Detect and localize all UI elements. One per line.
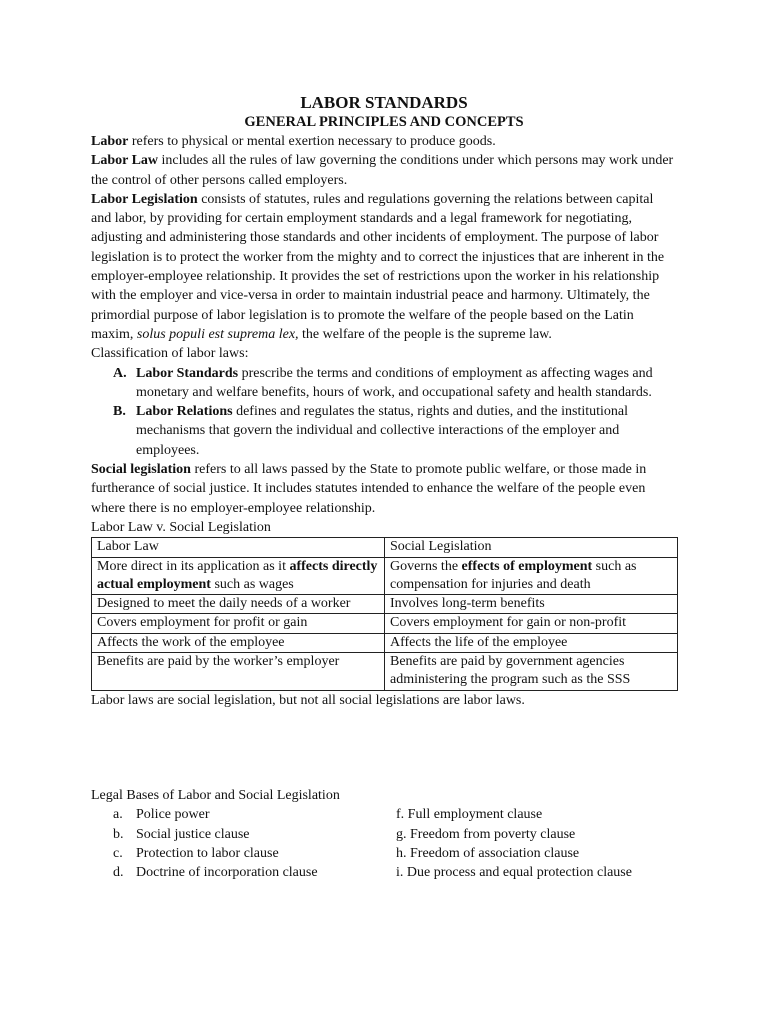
- social-legislation-term: Social legislation: [91, 462, 191, 478]
- table-header-cell: Labor Law: [92, 538, 385, 557]
- table-row: [92, 653, 678, 691]
- cell-text: Covers employment for gain or non-profit: [390, 615, 627, 631]
- spacer: [91, 710, 677, 786]
- cell-text: Designed to meet the daily needs of a worker: [97, 596, 351, 612]
- cell-text: Benefits are paid by the worker’s employer: [97, 654, 340, 670]
- legal-basis-marker: a.: [113, 807, 123, 823]
- legal-basis-item: [91, 805, 396, 824]
- table-cell-social-legislation: [385, 653, 678, 691]
- table-header-row: [92, 538, 678, 557]
- legal-basis-item: i. Due process and equal protection clause: [396, 865, 632, 881]
- classification-term: Labor Standards: [136, 365, 239, 381]
- table-cell-labor-law: [92, 633, 385, 652]
- labor-legislation-term: Labor Legislation: [91, 191, 198, 207]
- cell-text-bold: affects directly actual employment: [97, 558, 378, 592]
- latin-maxim: solus populi est suprema lex,: [136, 326, 299, 342]
- labor-definition-text: refers to physical or mental exertion necessary to produce goods.: [128, 134, 496, 149]
- table-cell-social-legislation: [385, 557, 678, 595]
- labor-definition: [91, 132, 677, 151]
- table-row: [92, 557, 678, 595]
- cell-text: such as wages: [210, 576, 294, 592]
- cell-text: Affects the life of the employee: [390, 634, 568, 650]
- table-cell-social-legislation: [385, 633, 678, 652]
- table-header-cell: Social Legislation: [385, 538, 678, 557]
- legal-basis-marker: b.: [113, 826, 124, 842]
- classification-item: [91, 402, 677, 460]
- table-cell-social-legislation: [385, 614, 678, 633]
- legal-basis-marker: c.: [113, 845, 123, 861]
- classification-list: [91, 364, 677, 460]
- legal-bases-list: [91, 805, 678, 882]
- cell-text: Covers employment for profit or gain: [97, 615, 308, 631]
- labor-law-definition-text: includes all the rules of law governing the conditions under which persons may work under the control of other persons called employers.: [91, 153, 674, 188]
- cell-text: Involves long-term benefits: [390, 596, 545, 612]
- cell-text: Benefits are paid by government agencies administering the program such as the SSS: [390, 654, 631, 688]
- legal-basis-item: [91, 844, 396, 863]
- classification-marker: A.: [113, 365, 127, 381]
- table-note: Labor laws are social legislation, but not all social legislations are labor laws.: [91, 692, 525, 708]
- legal-basis-item: f. Full employment clause: [396, 807, 543, 823]
- legal-basis-text: Social justice clause: [136, 826, 250, 842]
- labor-law-term: Labor Law: [91, 153, 159, 169]
- table-row: [92, 595, 678, 614]
- labor-law-definition: [91, 151, 677, 190]
- social-legislation-text: refers to all laws passed by the State to promote public welfare, or those made in furtherance of social justice. It includes statutes intended to enhance the welfare of the people even where there is no employer-employee relationship.: [91, 462, 647, 516]
- classification-heading: Classification of labor laws:: [91, 346, 249, 362]
- classification-marker: B.: [113, 404, 126, 420]
- legal-basis-marker: d.: [113, 865, 124, 881]
- social-legislation-definition: [91, 460, 677, 518]
- classification-term: Labor Relations: [136, 404, 233, 420]
- table-cell-labor-law: [92, 653, 385, 691]
- table-cell-labor-law: [92, 557, 385, 595]
- table-cell-labor-law: [92, 614, 385, 633]
- cell-text: More direct in its application as it: [97, 558, 290, 574]
- document-subtitle: GENERAL PRINCIPLES AND CONCEPTS: [244, 114, 524, 130]
- legal-basis-item: [91, 863, 396, 882]
- legal-bases-right-column: [396, 805, 632, 882]
- legal-basis-text: Doctrine of incorporation clause: [136, 865, 318, 881]
- legal-bases-heading: Legal Bases of Labor and Social Legislation: [91, 787, 340, 803]
- legal-basis-item: [91, 825, 396, 844]
- labor-legislation-text: consists of statutes, rules and regulations governing the relations between capital and labor, by providing for certain employment standards and a legal framework for negotiating, adjusting and administering those standards and other incidents of employment. The purpose of labor legislation is to protect the worker from the mighty and to correct the injustices that are inherent in the employer-employee relationship. It provides the set of restrictions upon the worker in his relationship with the employer and vice-versa in order to maintain industrial peace and harmony. Ultimately, the primordial purpose of labor legislation is to promote the welfare of the people based on the Latin maxim,: [91, 191, 665, 342]
- comparison-table: [91, 537, 678, 690]
- cell-text: Affects the work of the employee: [97, 634, 285, 650]
- cell-text-bold: effects of employment: [461, 558, 593, 574]
- classification-text: prescribe the terms and conditions of employment as affecting wages and monetary and welfare benefits, hours of work, and occupational safety and health standards.: [136, 365, 653, 400]
- cell-text: Governs the: [390, 558, 462, 574]
- labor-term: Labor: [91, 134, 129, 149]
- table-row: [92, 633, 678, 652]
- legal-basis-item: g. Freedom from poverty clause: [396, 826, 576, 842]
- legal-bases-left-column: [91, 805, 396, 882]
- table-cell-labor-law: [92, 595, 385, 614]
- labor-legislation-text-end: the welfare of the people is the supreme law.: [298, 326, 552, 342]
- cell-text: such as compensation for injuries and death: [390, 558, 637, 592]
- table-caption: Labor Law v. Social Legislation: [91, 519, 271, 535]
- legal-basis-text: Protection to labor clause: [136, 845, 279, 861]
- document-title: LABOR STANDARDS: [300, 93, 468, 112]
- table-row: [92, 614, 678, 633]
- legal-basis-text: Police power: [136, 807, 210, 823]
- table-cell-social-legislation: [385, 595, 678, 614]
- legal-basis-item: h. Freedom of association clause: [396, 845, 580, 861]
- labor-legislation-definition: [91, 190, 677, 344]
- classification-item: [91, 364, 677, 403]
- classification-text: defines and regulates the status, rights and duties, and the institutional mechanisms that govern the individual and collective interactions of the employer and employees.: [136, 404, 629, 458]
